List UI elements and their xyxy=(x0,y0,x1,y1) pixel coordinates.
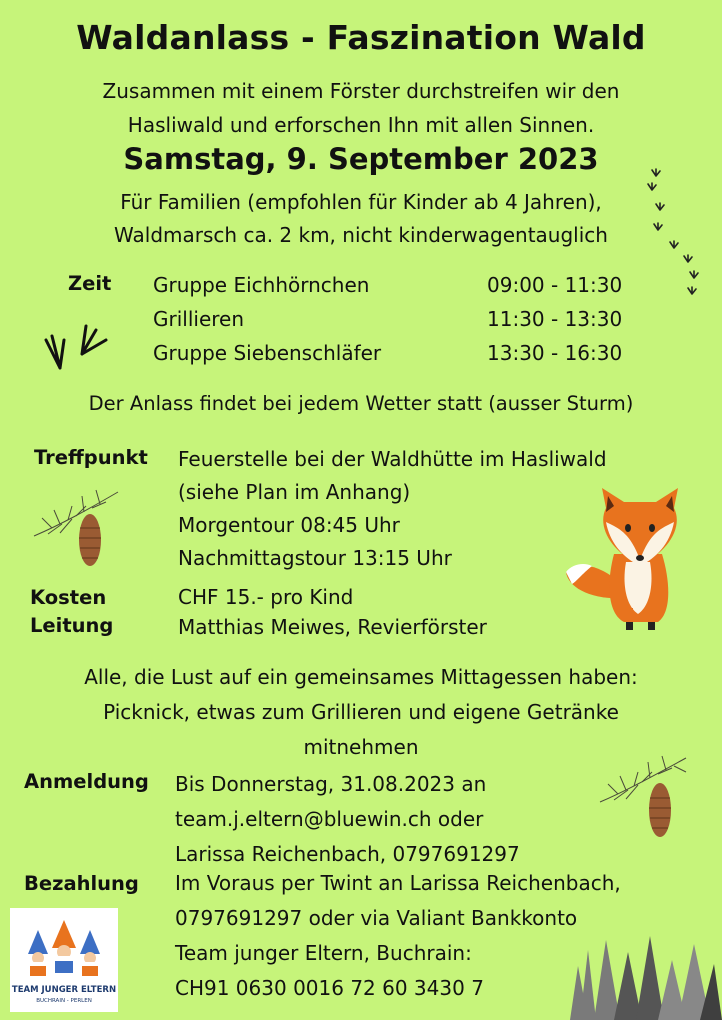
treffpunkt-line: Morgentour 08:45 Uhr xyxy=(178,513,400,537)
audience-text xyxy=(0,186,722,252)
leitung-label: Leitung xyxy=(30,614,114,637)
page-title: Waldanlass - Faszination Wald xyxy=(76,18,646,57)
bezahlung-line: CH91 0630 0016 72 60 3430 7 xyxy=(175,976,484,1000)
intro-text xyxy=(0,74,722,142)
weather-note: Der Anlass findet bei jedem Wetter statt (ausser Sturm) xyxy=(88,392,634,415)
kosten-value: CHF 15.- pro Kind xyxy=(178,585,354,609)
fox-illustration xyxy=(562,488,694,634)
lunch-line: Alle, die Lust auf ein gemeinsames Mittagessen haben: xyxy=(84,665,638,689)
schedule-time: 13:30 - 16:30 xyxy=(487,341,623,365)
treffpunkt-text xyxy=(178,443,607,575)
anmeldung-text xyxy=(175,767,520,872)
event-date: Samstag, 9. September 2023 xyxy=(123,142,599,176)
treffpunkt-line: (siehe Plan im Anhang) xyxy=(178,480,411,504)
audience-line: Waldmarsch ca. 2 km, nicht kinderwagentauglich xyxy=(114,223,608,247)
bezahlung-label: Bezahlung xyxy=(24,872,139,895)
bezahlung-line: 0797691297 oder via Valiant Bankkonto xyxy=(175,906,578,930)
schedule-name: Gruppe Eichhörnchen xyxy=(153,273,370,297)
schedule-name: Grillieren xyxy=(153,307,245,331)
team-logo xyxy=(10,908,118,1012)
bezahlung-line: Im Voraus per Twint an Larissa Reichenbach, xyxy=(175,871,621,895)
intro-line: Hasliwald und erforschen Ihn mit allen Sinnen. xyxy=(127,113,595,137)
schedule-times xyxy=(487,268,622,370)
audience-line: Für Familien (empfohlen für Kinder ab 4 Jahren), xyxy=(120,190,602,214)
schedule-time: 11:30 - 13:30 xyxy=(487,307,623,331)
kosten-leitung-text xyxy=(178,582,487,642)
leitung-value: Matthias Meiwes, Revierförster xyxy=(178,615,487,639)
pine-cone-icon xyxy=(598,754,690,842)
fir-trees-illustration xyxy=(566,930,722,1020)
logo-subtitle: BUCHRAIN - PERLEN xyxy=(36,998,92,1004)
bezahlung-line: Team junger Eltern, Buchrain: xyxy=(175,941,472,965)
schedule-names xyxy=(153,268,381,370)
treffpunkt-line: Nachmittagstour 13:15 Uhr xyxy=(178,546,452,570)
bezahlung-text xyxy=(175,866,621,1006)
lunch-note xyxy=(0,660,722,765)
anmeldung-email[interactable]: team.j.eltern@bluewin.ch oder xyxy=(175,807,484,831)
treffpunkt-label: Treffpunkt xyxy=(34,446,148,469)
anmeldung-line: Bis Donnerstag, 31.08.2023 an xyxy=(175,772,487,796)
kosten-label: Kosten xyxy=(30,586,107,609)
bird-tracks-icon xyxy=(38,314,110,372)
gnome-logo xyxy=(10,908,118,984)
schedule-name: Gruppe Siebenschläfer xyxy=(153,341,382,365)
anmeldung-label: Anmeldung xyxy=(24,770,149,793)
zeit-label: Zeit xyxy=(68,272,112,295)
pine-cone-icon xyxy=(32,488,122,574)
intro-line: Zusammen mit einem Förster durchstreifen wir den xyxy=(102,79,620,103)
treffpunkt-line: Feuerstelle bei der Waldhütte im Hasliwald xyxy=(178,447,607,471)
anmeldung-line: Larissa Reichenbach, 0797691297 xyxy=(175,842,520,866)
bird-tracks-icon xyxy=(640,160,710,310)
lunch-line: mitnehmen xyxy=(303,735,419,759)
schedule-time: 09:00 - 11:30 xyxy=(487,273,623,297)
lunch-line: Picknick, etwas zum Grillieren und eigene Getränke xyxy=(103,700,619,724)
logo-title: TEAM JUNGER ELTERN xyxy=(11,985,117,995)
